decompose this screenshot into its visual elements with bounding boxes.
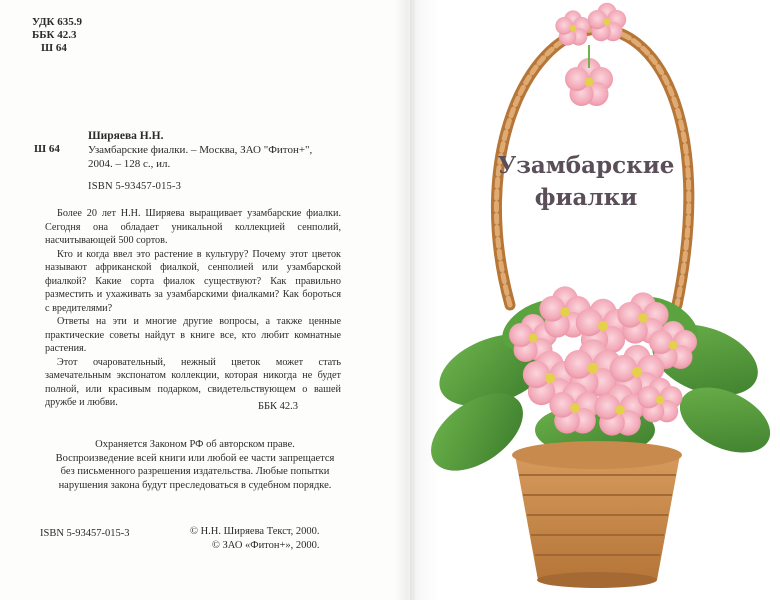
author-code-mark: Ш 64 xyxy=(34,143,60,155)
author-code-top: Ш 64 xyxy=(41,42,67,54)
author-name: Ширяева Н.Н. xyxy=(88,130,164,142)
violet-basket-illustration xyxy=(415,0,780,600)
annotation-paragraph: Этот очаровательный, нежный цветок может стать замечательным экспонатом коллекции, которая никогда не будет полной, или красивым подарком, свидетельствующем о вашей дружбе и любви. xyxy=(45,356,341,408)
handle-flowers xyxy=(555,3,626,106)
biblio-line-2: 2004. – 128 с., ил. xyxy=(88,158,171,170)
classification-codes xyxy=(32,16,82,55)
copyright-notice-line: Воспроизведение всей книги или любой ее части запрещается без письменного разрешения издательства. Любые попытки нарушения закона будут преследоваться в судебном порядке. xyxy=(55,452,335,491)
isbn-bottom: ISBN 5-93457-015-3 xyxy=(40,528,130,539)
isbn-top: ISBN 5-93457-015-3 xyxy=(88,181,182,192)
copyright-holders xyxy=(190,525,320,553)
wicker-basket xyxy=(512,441,682,588)
cover-title-line-1: Узамбарские xyxy=(497,152,675,179)
copyright-publisher: © ЗАО «Фитон+», 2000. xyxy=(211,540,320,551)
bibliographic-record xyxy=(88,143,312,171)
copyright-notice-line: Охраняется Законом РФ об авторском праве. xyxy=(95,439,295,450)
copyright-author: © Н.Н. Ширяева Текст, 2000. xyxy=(190,526,320,537)
book-gutter xyxy=(395,0,415,600)
bbk-code-top: ББК 42.3 xyxy=(32,29,77,41)
annotation-paragraph: Ответы на эти и многие другие вопросы, а также ценные практические советы найдут в книге все, кто любит комнатные растения. xyxy=(45,316,341,354)
bbk-code-bottom: ББК 42.3 xyxy=(258,401,299,412)
annotation-paragraph: Более 20 лет Н.Н. Ширяева выращивает узамбарские фиалки. Сегодня она обладает уникальной коллекцией сенполий, насчитывающей 500 сортов. xyxy=(45,208,341,246)
annotation-text xyxy=(45,207,341,410)
cover-title-line-2: фиалки xyxy=(534,184,638,211)
biblio-line-1: Узамбарские фиалки. – Москва, ЗАО "Фитон+", xyxy=(88,144,313,156)
udk-code: УДК 635.9 xyxy=(32,16,83,28)
annotation-paragraph: Кто и когда ввел это растение в культуру? Почему этот цветок называют африканской фиалкой, сенполией или узамбарской фиалкой? Какие сорта фиалок существуют? Как правильно разместить и ухаживать за узамбарскими фиалками? Как бороться с вредителями? xyxy=(45,248,341,314)
copyright-notice xyxy=(53,438,337,492)
cover-title xyxy=(446,150,726,214)
